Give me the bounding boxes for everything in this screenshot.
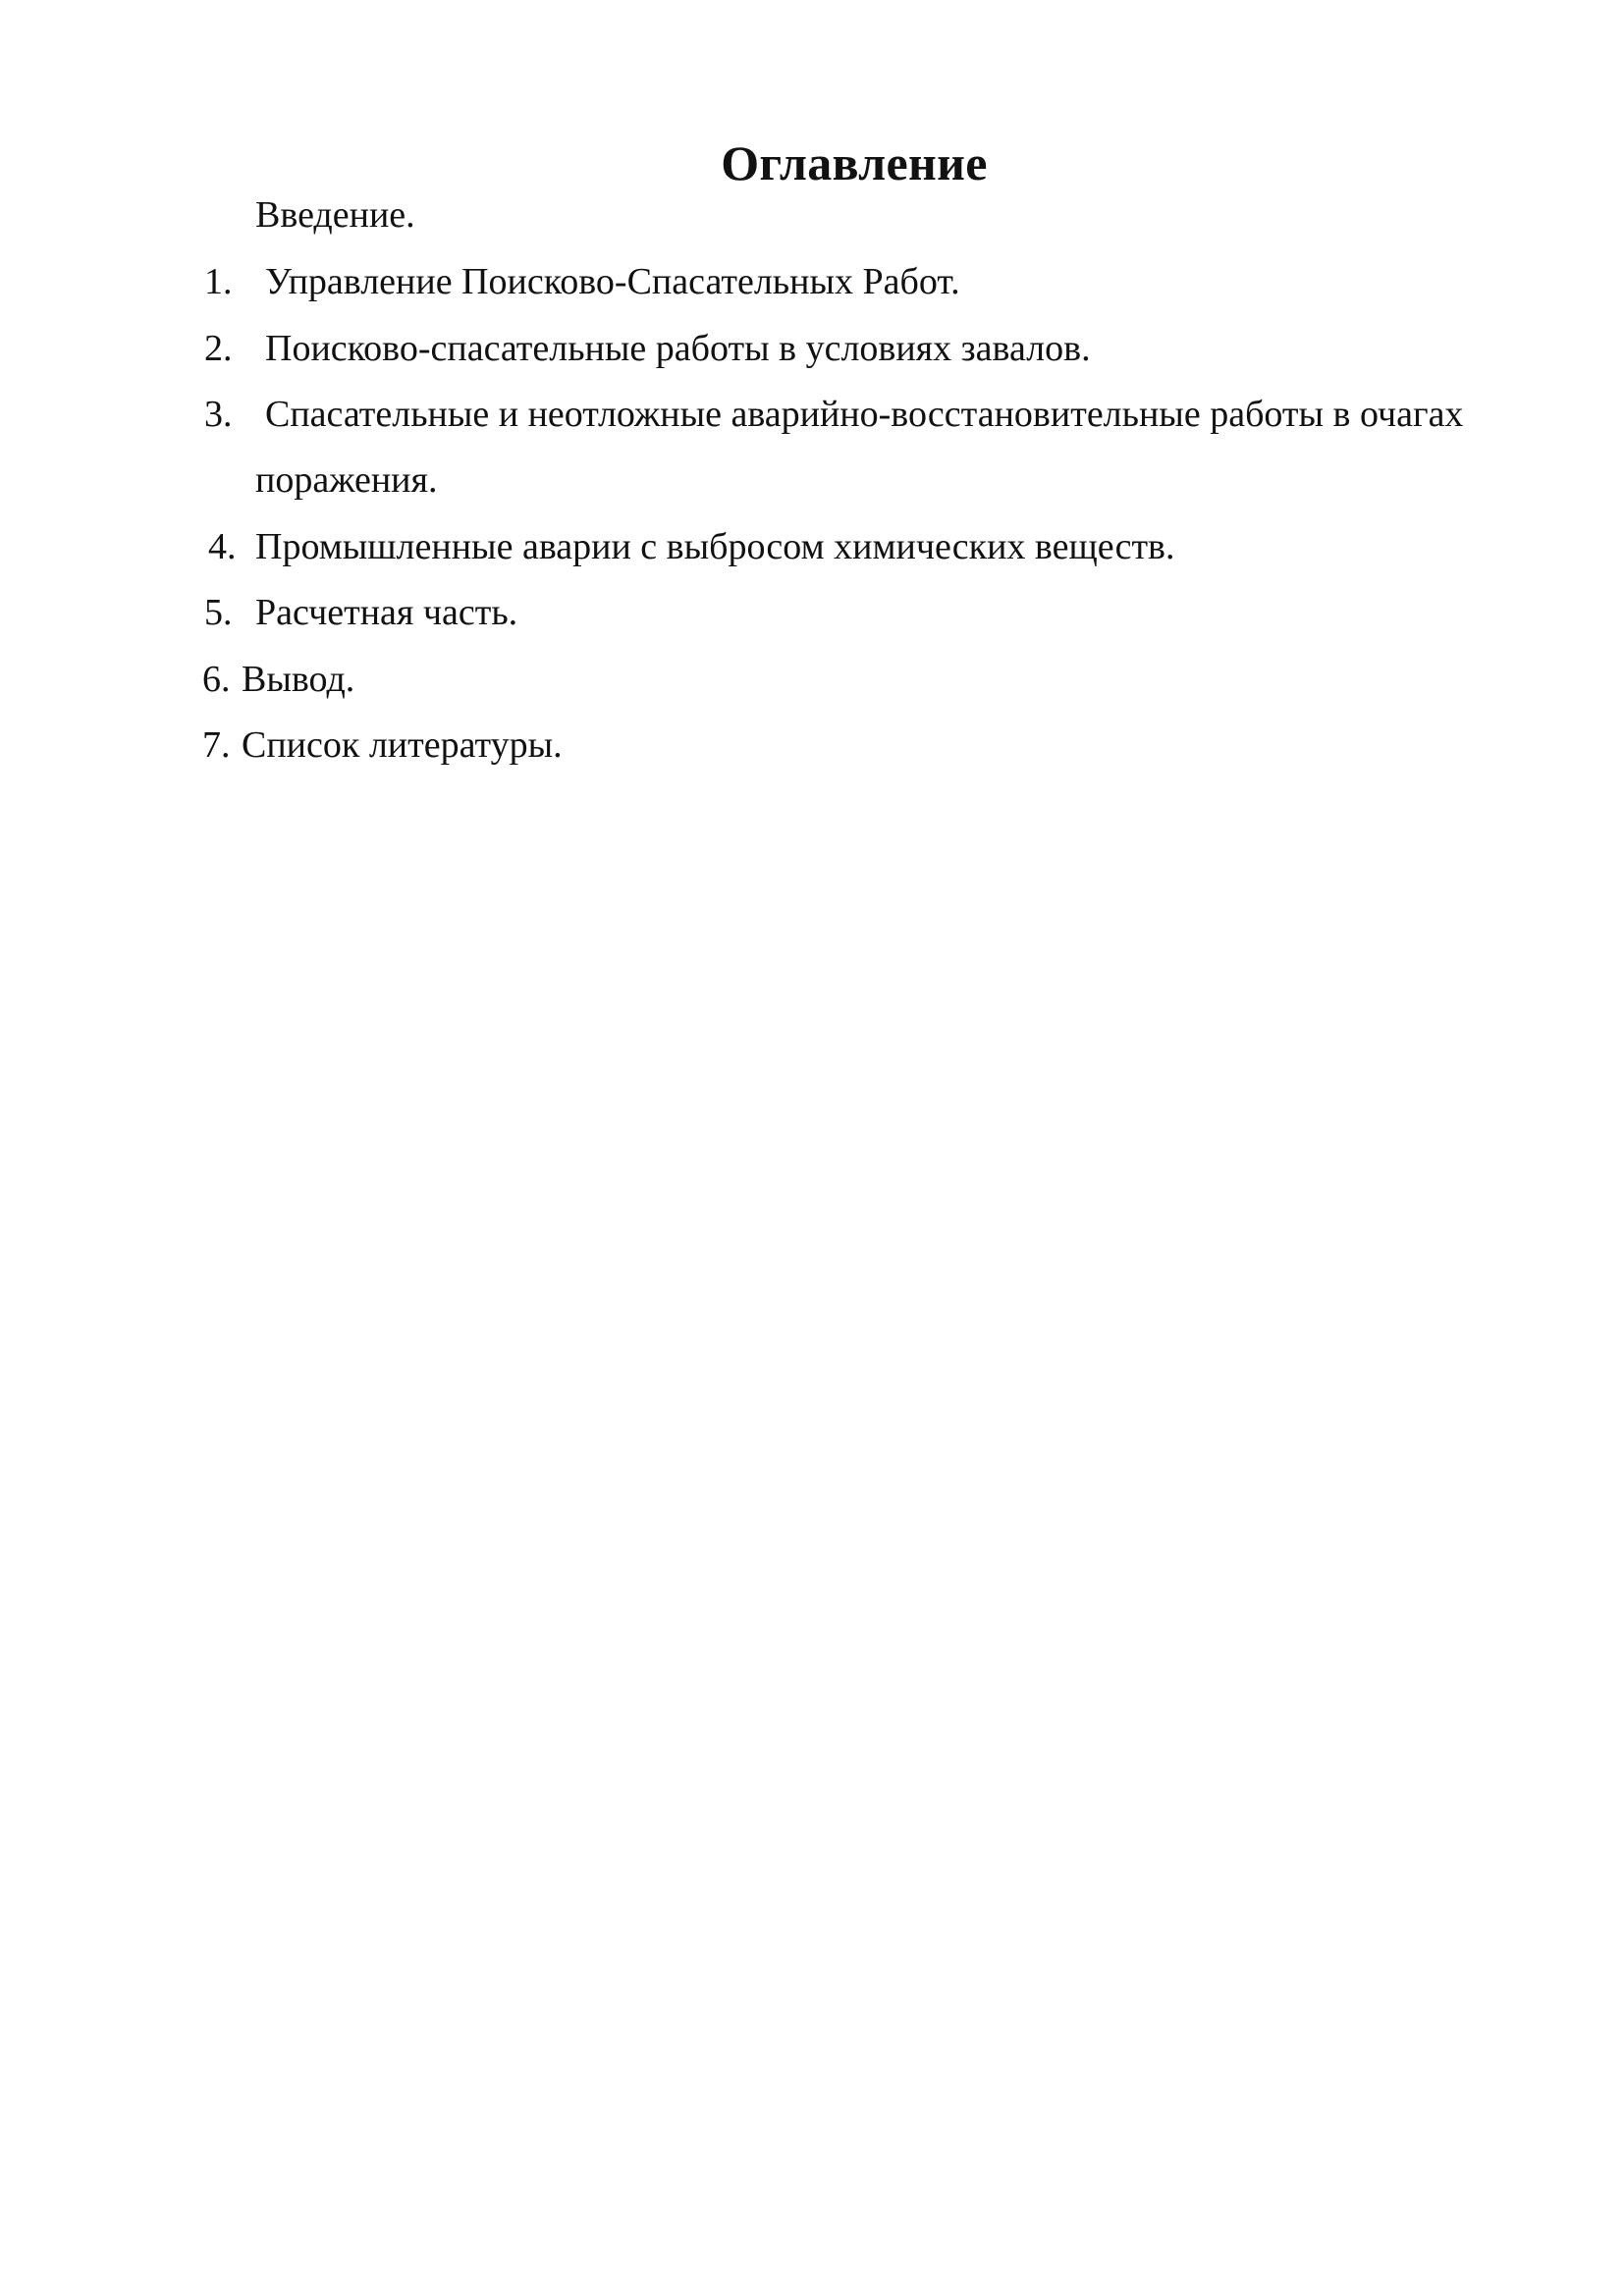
toc-item-2-text: Поисково-спасательные работы в условиях завалов. xyxy=(265,328,1091,369)
toc-item-3-continuation: поражения. xyxy=(255,459,438,501)
toc-item-2 xyxy=(204,326,233,371)
toc-item-number: 2. xyxy=(204,328,233,369)
toc-item-number: 4. xyxy=(208,526,237,567)
toc-item-7-text: Список литературы. xyxy=(242,724,563,766)
toc-item-5 xyxy=(204,590,233,635)
toc-item-1-text: Управление Поисково-Спасательных Работ. xyxy=(265,261,960,302)
toc-item-number: 7. xyxy=(202,724,231,766)
toc-item-3 xyxy=(204,392,233,437)
toc-item-3-text: Спасательные и неотложные аварийно-восстановительные работы в очагах xyxy=(265,394,1464,435)
toc-item-1 xyxy=(204,259,233,304)
toc-item-number: 5. xyxy=(204,592,233,633)
toc-item-6 xyxy=(202,657,231,702)
toc-item-5-text: Расчетная часть. xyxy=(255,592,518,633)
toc-item-number: 3. xyxy=(204,394,233,435)
toc-item-number: 6. xyxy=(202,659,231,700)
toc-item-6-text: Вывод. xyxy=(242,659,355,700)
toc-intro: Введение. xyxy=(255,194,415,236)
page-title: Оглавление xyxy=(721,135,988,190)
toc-item-7 xyxy=(202,722,231,768)
toc-item-number: 1. xyxy=(204,261,233,302)
toc-item-4 xyxy=(208,524,237,569)
toc-item-4-text: Промышленные аварии с выбросом химических веществ. xyxy=(255,526,1175,567)
